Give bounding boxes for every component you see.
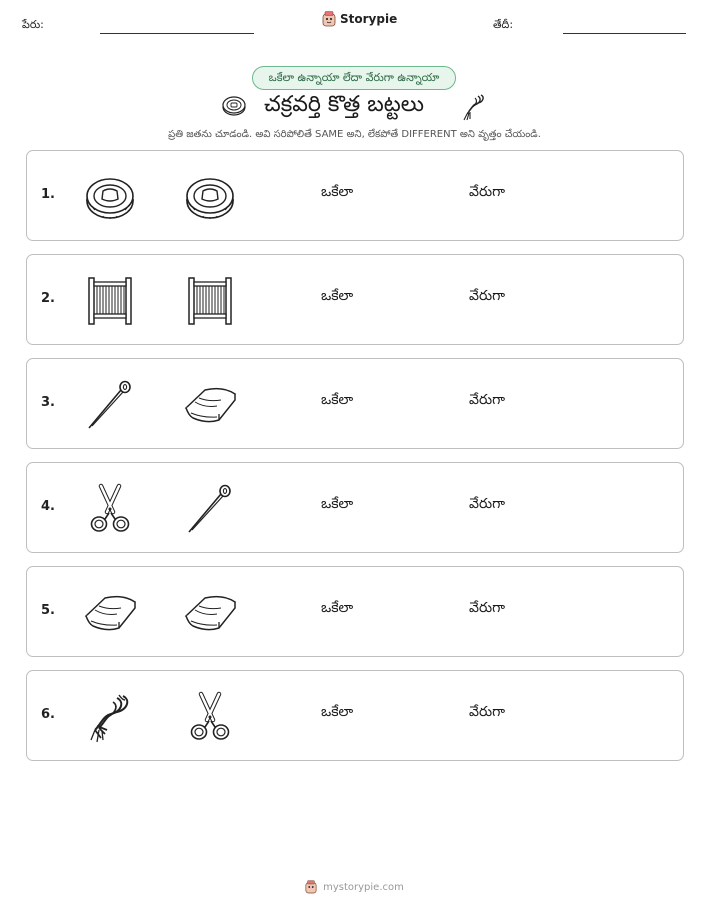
same-option[interactable]: ఒకేలా <box>321 704 354 720</box>
footer <box>0 880 709 894</box>
different-option[interactable]: వేరుగా <box>469 392 505 408</box>
coin-icon <box>83 170 137 224</box>
question-card <box>26 254 684 345</box>
scissors-icon <box>183 690 237 744</box>
question-number: 1. <box>41 187 55 202</box>
folded-cloth-icon <box>183 378 237 432</box>
different-option[interactable]: వేరుగా <box>469 496 505 512</box>
different-option[interactable]: వేరుగా <box>469 704 505 720</box>
different-option[interactable]: వేరుగా <box>469 600 505 616</box>
name-line[interactable] <box>100 33 254 34</box>
question-number: 6. <box>41 707 55 722</box>
footer-url: mystorypie.com <box>323 881 404 893</box>
same-option[interactable]: ఒకేలా <box>321 288 354 304</box>
worksheet-type-badge: ఒకేలా ఉన్నాయా లేదా వేరుగా ఉన్నాయా <box>252 66 456 90</box>
name-label: పేరు: <box>22 18 44 31</box>
coin-icon <box>183 170 237 224</box>
loom-icon <box>183 274 237 328</box>
brand-logo <box>322 11 397 27</box>
page-title: చక్రవర్తి కొత్త బట్టలు <box>264 92 424 117</box>
question-card <box>26 358 684 449</box>
same-option[interactable]: ఒకేలా <box>321 392 354 408</box>
instructions: ప్రతి జతను చూడండి. అవి సరిపోలితే SAME అని, లేకపోతే DIFFERENT అని వృత్తం చేయండి. <box>168 129 541 140</box>
needle-icon <box>183 482 237 536</box>
title-row <box>0 92 709 122</box>
same-option[interactable]: ఒకేలా <box>321 496 354 512</box>
question-number: 3. <box>41 395 55 410</box>
coin-icon <box>221 95 247 117</box>
brand-name: Storypie <box>340 12 398 26</box>
folded-cloth-icon <box>183 586 237 640</box>
question-number: 5. <box>41 603 55 618</box>
same-option[interactable]: ఒకేలా <box>321 600 354 616</box>
folded-cloth-icon <box>83 586 137 640</box>
question-card <box>26 670 684 761</box>
question-card <box>26 150 684 241</box>
thread-skein-icon <box>461 92 487 122</box>
question-card <box>26 462 684 553</box>
needle-icon <box>83 378 137 432</box>
storypie-mascot-icon <box>322 11 336 27</box>
date-label: తేదీ: <box>493 18 514 31</box>
date-line[interactable] <box>563 33 686 34</box>
question-number: 2. <box>41 291 55 306</box>
different-option[interactable]: వేరుగా <box>469 184 505 200</box>
different-option[interactable]: వేరుగా <box>469 288 505 304</box>
same-option[interactable]: ఒకేలా <box>321 184 354 200</box>
thread-skein-icon <box>83 690 137 744</box>
storypie-mascot-icon <box>305 880 317 894</box>
loom-icon <box>83 274 137 328</box>
scissors-icon <box>83 482 137 536</box>
question-number: 4. <box>41 499 55 514</box>
question-card <box>26 566 684 657</box>
